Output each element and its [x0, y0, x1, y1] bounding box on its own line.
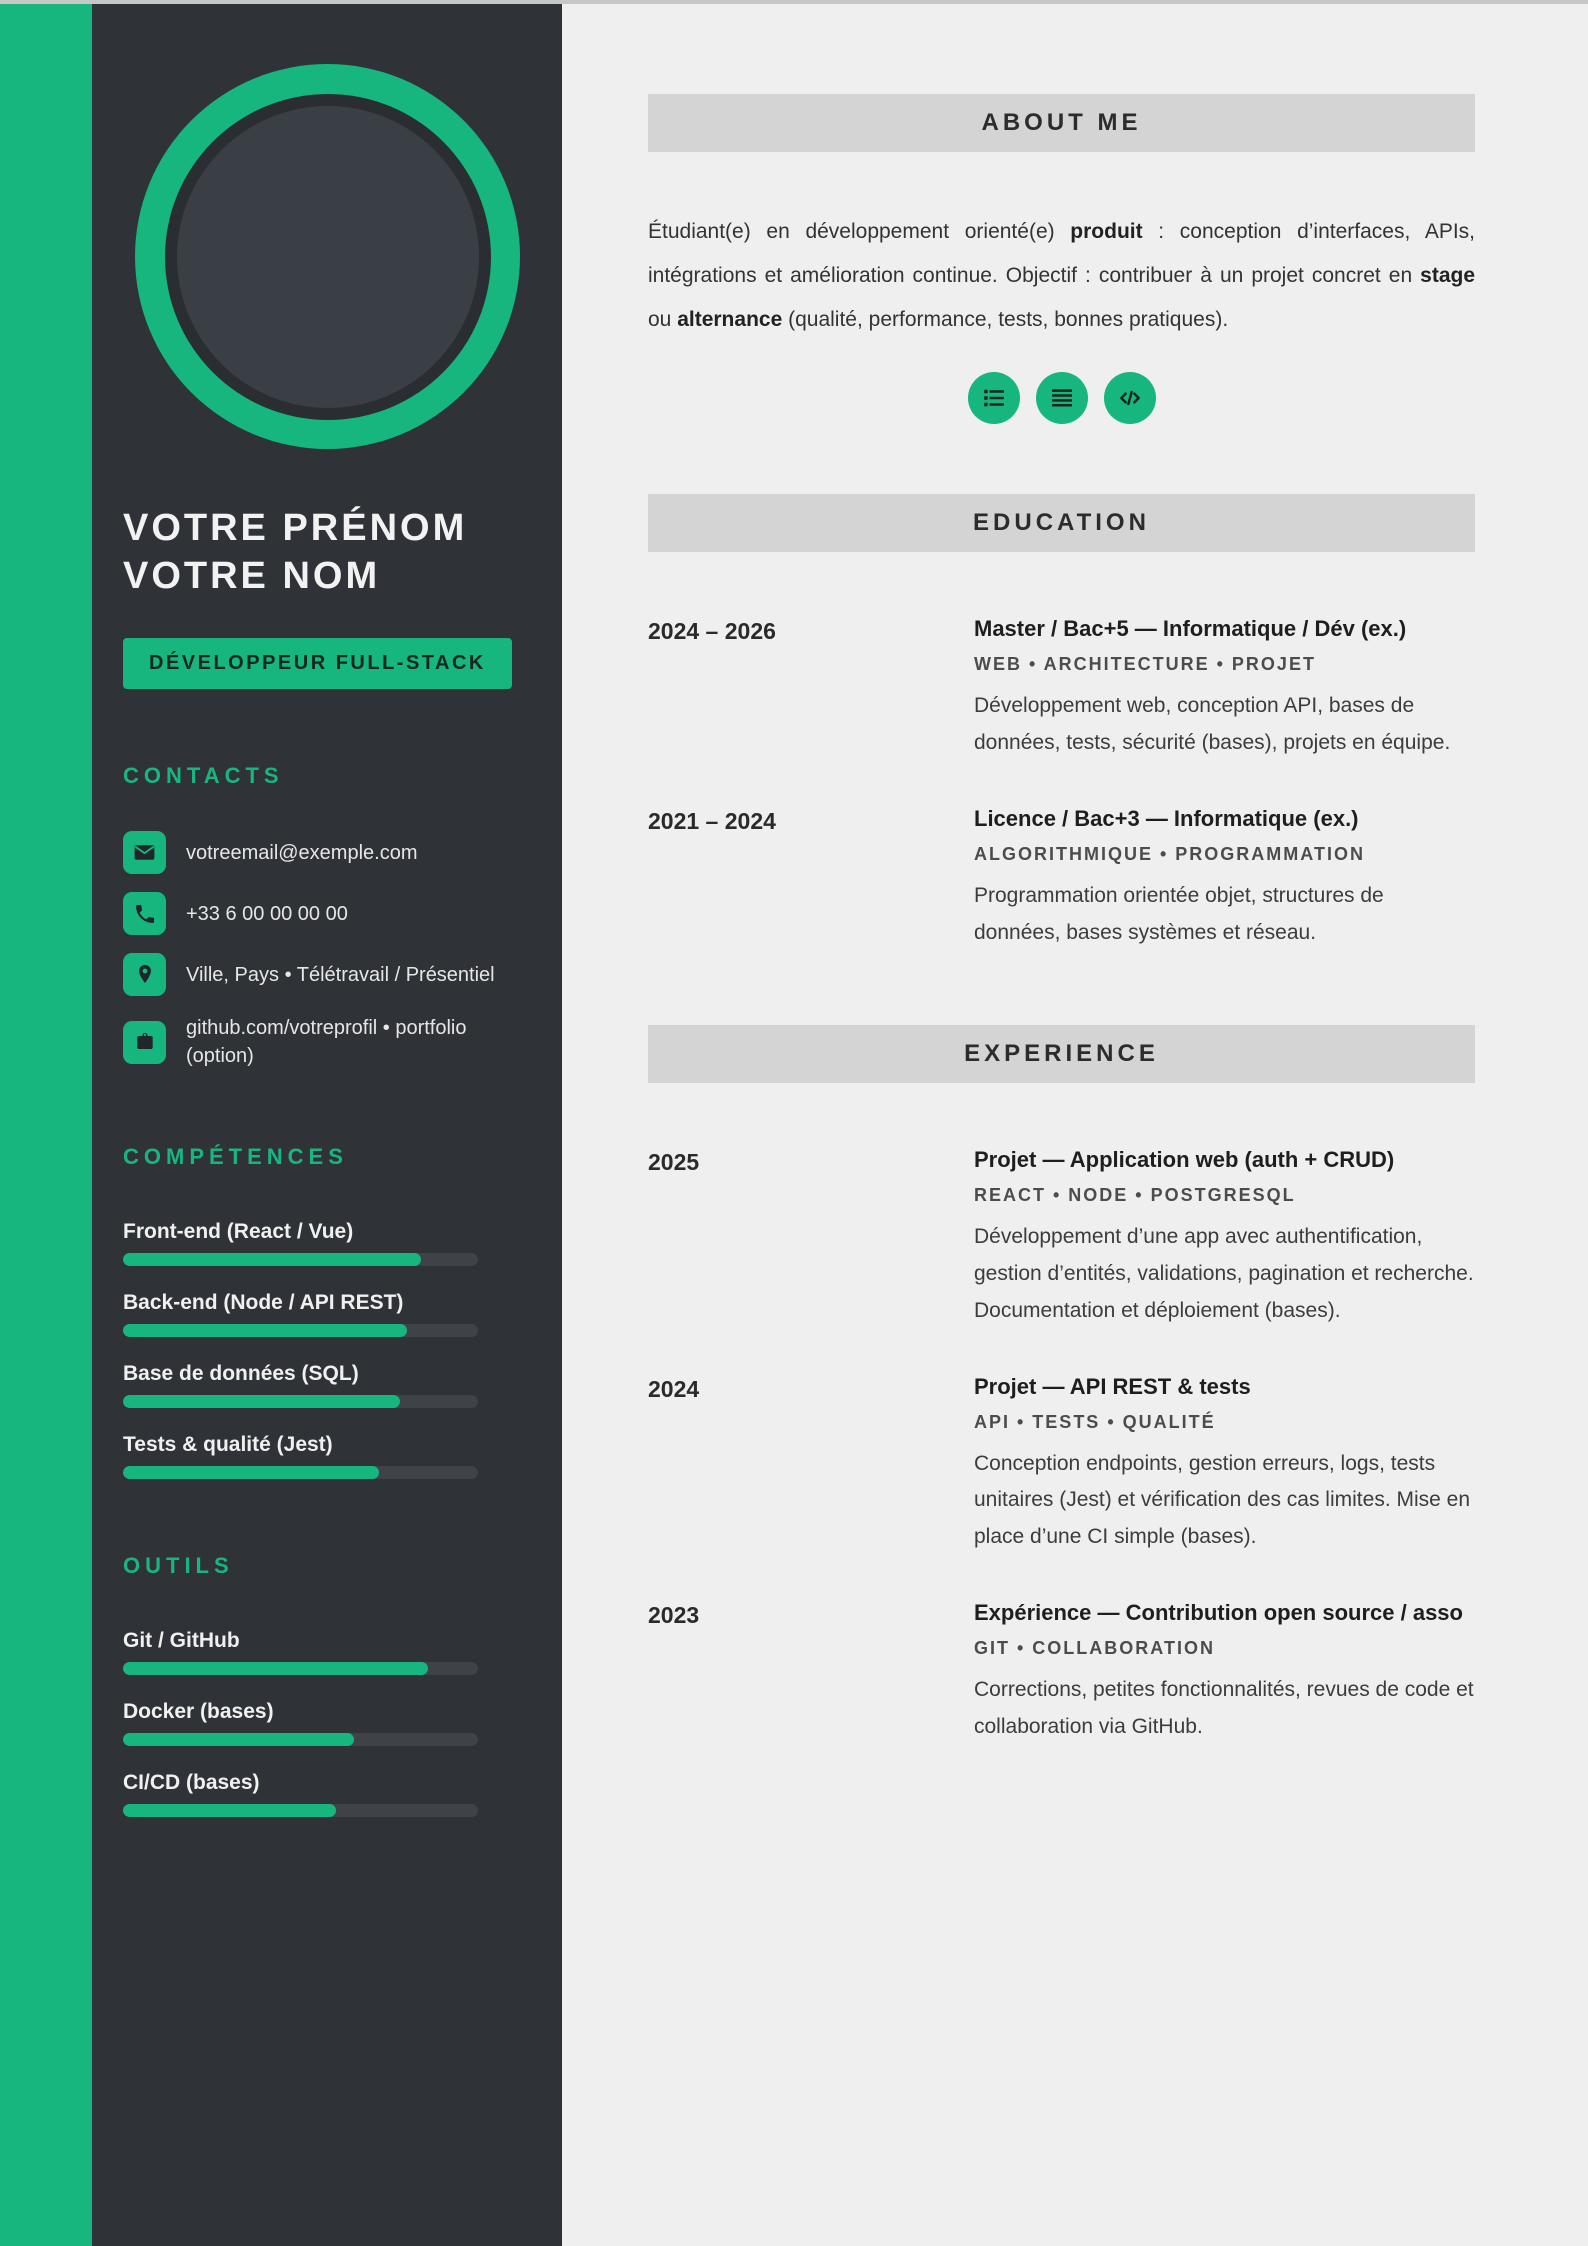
entry-description: Corrections, petites fonctionnalités, revues de code et collaboration via GitHub. — [974, 1677, 1474, 1738]
entry-tags: GIT • COLLABORATION — [974, 1637, 1215, 1658]
tool-bar-track — [123, 1733, 478, 1746]
entry-dates: 2021 – 2024 — [648, 807, 776, 834]
tool-bar-fill — [123, 1662, 428, 1675]
entry-tags: REACT • NODE • POSTGRESQL — [974, 1185, 1296, 1206]
phone-icon — [123, 892, 166, 935]
entry-body — [974, 1374, 1475, 1556]
tool-bar-fill — [123, 1733, 354, 1746]
entry-body — [974, 1147, 1475, 1329]
entry-description: Programmation orientée objet, structures de données, bases systèmes et réseau. — [974, 883, 1384, 944]
about-bold-stage: stage — [1420, 264, 1475, 288]
skill-label: Base de données (SQL) — [123, 1362, 359, 1385]
skill-bar-fill — [123, 1466, 379, 1479]
entry-title: Projet — Application web (auth + CRUD) — [974, 1147, 1395, 1173]
education-entry — [648, 806, 1475, 952]
tools-heading: OUTILS — [123, 1553, 234, 1578]
contact-row-phone — [123, 892, 562, 935]
page-top-edge — [0, 0, 1588, 4]
briefcase-icon — [123, 1021, 166, 1064]
entry-dates: 2023 — [648, 1601, 700, 1628]
about-paragraph — [648, 210, 1475, 342]
contact-phone-text: +33 6 00 00 00 00 — [186, 902, 348, 925]
contact-row-location — [123, 953, 562, 996]
avatar-photo-placeholder — [177, 106, 479, 408]
education-entry — [648, 616, 1475, 762]
tool-item — [123, 1700, 478, 1746]
entry-title: Expérience — Contribution open source / asso — [974, 1599, 1463, 1625]
accent-stripe — [0, 0, 92, 2246]
tool-bar-track — [123, 1804, 478, 1817]
contacts-heading: CONTACTS — [123, 763, 284, 788]
skill-label: Tests & qualité (Jest) — [123, 1433, 333, 1456]
location-icon — [123, 953, 166, 996]
entry-dates: 2025 — [648, 1149, 700, 1176]
skill-label: Front-end (React / Vue) — [123, 1220, 354, 1243]
about-bold-alternance: alternance — [677, 308, 783, 332]
tool-label: Git / GitHub — [123, 1629, 240, 1652]
skill-item — [123, 1362, 478, 1408]
about-segment: ou — [648, 308, 678, 332]
skill-bar-track — [123, 1253, 478, 1266]
skill-bar-fill — [123, 1324, 407, 1337]
experience-section-header: EXPERIENCE — [648, 1025, 1475, 1083]
first-name: VOTRE PRÉNOM — [123, 507, 468, 549]
code-icon — [1104, 372, 1156, 424]
contact-list — [123, 831, 562, 1070]
skill-bar-fill — [123, 1395, 400, 1408]
skill-list — [123, 1220, 562, 1479]
entry-tags: WEB • ARCHITECTURE • PROJET — [974, 654, 1316, 675]
list-icon — [968, 372, 1020, 424]
experience-entry — [648, 1374, 1475, 1556]
entry-dates: 2024 — [648, 1375, 700, 1402]
skill-bar-track — [123, 1466, 478, 1479]
entry-description: Conception endpoints, gestion erreurs, logs, tests unitaires (Jest) et vérification des cas limites. Mise en place d’une CI simple (bases). — [974, 1451, 1471, 1549]
tool-list — [123, 1629, 562, 1817]
main-column — [562, 0, 1588, 2246]
experience-entry — [648, 1147, 1475, 1329]
contact-github-text: github.com/votreprofil • portfolio (option) — [186, 1017, 467, 1067]
entry-title: Master / Bac+5 — Informatique / Dév (ex.) — [974, 616, 1407, 642]
skills-heading: COMPÉTENCES — [123, 1144, 348, 1169]
entry-title: Licence / Bac+3 — Informatique (ex.) — [974, 805, 1359, 831]
entry-tags: ALGORITHMIQUE • PROGRAMMATION — [974, 843, 1365, 864]
role-badge: DÉVELOPPEUR FULL-STACK — [123, 638, 512, 689]
skill-bar-fill — [123, 1253, 421, 1266]
experience-entries — [648, 1147, 1475, 1745]
tool-item — [123, 1629, 478, 1675]
about-segment: (qualité, performance, tests, bonnes pratiques). — [782, 308, 1229, 332]
sidebar — [92, 0, 562, 2246]
education-section-header: EDUCATION — [648, 494, 1475, 552]
avatar — [135, 64, 520, 449]
contact-email-text: votreemail@exemple.com — [186, 841, 418, 864]
contact-row-github — [123, 1014, 562, 1070]
skill-bar-track — [123, 1395, 478, 1408]
experience-entry — [648, 1600, 1475, 1746]
entry-description: Développement web, conception API, bases de données, tests, sécurité (bases), projets en équipe. — [974, 694, 1451, 755]
education-entries — [648, 616, 1475, 951]
contact-location-text: Ville, Pays • Télétravail / Présentiel — [186, 963, 495, 986]
entry-title: Projet — API REST & tests — [974, 1373, 1251, 1399]
email-icon — [123, 831, 166, 874]
tool-bar-fill — [123, 1804, 336, 1817]
skill-item — [123, 1220, 478, 1266]
tool-bar-track — [123, 1662, 478, 1675]
menu-lines-icon — [1036, 372, 1088, 424]
tool-label: CI/CD (bases) — [123, 1771, 260, 1794]
tool-item — [123, 1771, 478, 1817]
entry-body — [974, 616, 1475, 762]
entry-dates: 2024 – 2026 — [648, 618, 776, 645]
skill-item — [123, 1291, 478, 1337]
tool-label: Docker (bases) — [123, 1700, 274, 1723]
about-section-header: ABOUT ME — [648, 94, 1475, 152]
about-icon-row — [648, 372, 1475, 424]
about-segment: : conception d’interfaces, APIs, intégrations et amélioration continue. Objectif : contribuer à un projet concret en — [648, 220, 1475, 288]
about-bold-produit: produit — [1070, 220, 1143, 243]
entry-body — [974, 1600, 1475, 1746]
entry-body — [974, 806, 1475, 952]
about-segment: Étudiant(e) en développement orienté(e) — [648, 220, 1071, 243]
skill-bar-track — [123, 1324, 478, 1337]
contact-row-email — [123, 831, 562, 874]
entry-description: Développement d’une app avec authentification, gestion d’entités, validations, pagination et recherche. Documentation et déploiement (bases). — [974, 1225, 1474, 1322]
last-name: VOTRE NOM — [123, 554, 381, 597]
skill-item — [123, 1433, 478, 1479]
entry-tags: API • TESTS • QUALITÉ — [974, 1411, 1216, 1432]
candidate-name — [123, 505, 562, 600]
skill-label: Back-end (Node / API REST) — [123, 1291, 404, 1314]
